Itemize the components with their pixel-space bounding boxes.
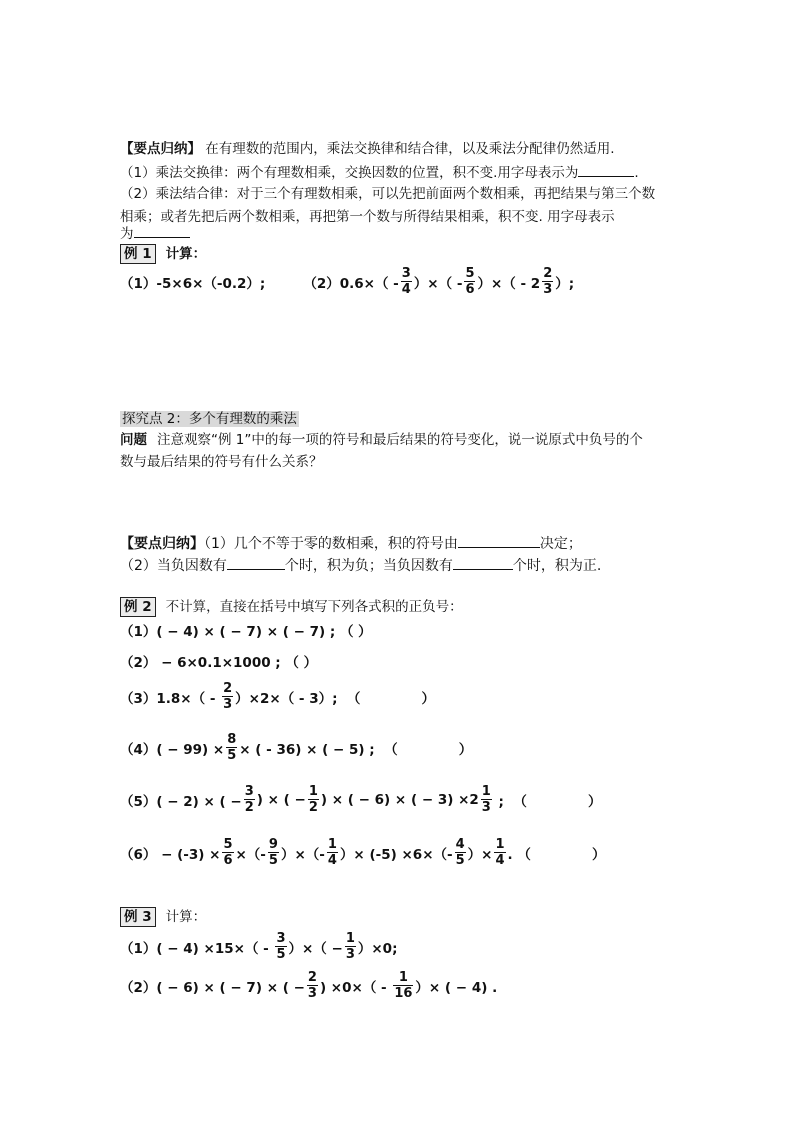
answer-blank[interactable]: [227, 555, 285, 570]
fraction: $\frac{1}{16}$: [394, 970, 413, 1001]
example2-item-text: ×（-: [235, 846, 266, 863]
summary1-assoc-1: （2）乘法结合律：对于三个有理数相乘，可以先把前面两个数相乘，再把结果与第三个数: [120, 186, 656, 202]
summary2-text: 个时，积为正.: [512, 558, 602, 574]
fraction: $\frac{3}{5}$: [276, 931, 286, 962]
example2-item-text: （1）( − 4) × ( − 7) × ( − 7) ; （ ）: [120, 624, 372, 640]
example3-item-text: ）×（ −: [288, 940, 343, 957]
explore2-question-line-2: [120, 452, 323, 472]
answer-blank[interactable]: [453, 555, 513, 570]
explore2-question-line-1: [120, 430, 643, 450]
fraction: $\frac{9}{5}$: [268, 837, 278, 868]
fraction: $\frac{1}{4}$: [327, 837, 337, 868]
example2-item-text: × ( - 36) × ( − 5) ; （ ）: [239, 741, 473, 758]
fraction: $\frac{3}{4}$: [401, 266, 411, 297]
answer-blank[interactable]: [134, 223, 190, 238]
explore2-question-label: 问题: [120, 432, 147, 448]
example2-item-1: [120, 622, 372, 642]
example3-item-2: [120, 970, 497, 1001]
example2-item-text: ; （ ）: [493, 793, 602, 810]
example2-item-text: ）×（-: [280, 846, 325, 863]
fraction: $\frac{2}{3}$: [307, 970, 317, 1001]
fraction: $\frac{8}{5}$: [227, 732, 237, 763]
example3-item-text: （1）( − 4) ×15×（ -: [120, 940, 274, 957]
example2-item-text: ）×: [467, 846, 493, 863]
summary2-text: 决定；: [539, 536, 582, 552]
example1-label: 例 1: [120, 244, 156, 264]
summary2-text: 个时，积为负；当负因数有: [284, 558, 453, 574]
summary2-text: （2）当负因数有: [120, 558, 227, 574]
example2-item-text: . （ ）: [507, 846, 606, 863]
summary1-intro: 在有理数的范围内，乘法交换律和结合律，以及乘法分配律仍然适用.: [205, 141, 615, 157]
example1-problem-2-part: ）;: [555, 275, 575, 292]
summary1-assoc-2: 相乘；或者先把后两个数相乘，再把第一个数与所得结果相乘，积不变. 用字母表示: [120, 209, 615, 225]
example2-item-4: [120, 732, 472, 763]
summary2-line-1: [120, 533, 582, 554]
explore2-title-line: [120, 409, 299, 429]
fraction: $\frac{4}{5}$: [455, 837, 465, 868]
answer-blank[interactable]: [578, 162, 634, 177]
example1-header: [120, 244, 206, 264]
example2-item-text: ）× (-5) ×6×（-: [339, 846, 453, 863]
summary1-assoc-line-1: [120, 184, 655, 204]
fraction: $\frac{1}{2}$: [308, 784, 318, 815]
example2-item-text: （5）( − 2) × ( −: [120, 793, 242, 810]
example2-item-text: （3）1.8×（ -: [120, 690, 221, 707]
example2-title: 不计算，直接在括号中填写下列各式积的正负号：: [165, 599, 463, 615]
fraction: $\frac{1}{3}$: [345, 931, 355, 962]
example3-title: 计算：: [165, 909, 207, 925]
example2-item-3: [120, 681, 435, 712]
example3-item-text: （2）( − 6) × ( − 7) × ( −: [120, 979, 305, 996]
example1-problem-1: （1）-5×6×（-0.2）;: [120, 275, 266, 292]
explore2-question-1: 注意观察“例 1”中的每一项的符号和最后结果的符号变化，说一说原式中负号的个: [157, 432, 643, 448]
example3-item-text: ）×0;: [357, 940, 398, 957]
example2-item-text: ) × ( −: [256, 791, 306, 808]
example1-title: 计算：: [165, 246, 207, 262]
example1-problem-2-part: ）×（ -: [413, 275, 463, 292]
fraction: $\frac{5}{6}$: [465, 266, 475, 297]
example2-item-2: [120, 653, 317, 673]
summary1-intro-line: [120, 139, 615, 159]
explore2-question-2: 数与最后结果的符号有什么关系？: [120, 454, 323, 470]
summary1-comm-end: .: [634, 165, 639, 181]
fraction: $\frac{3}{2}$: [244, 784, 254, 815]
example3-item-1: [120, 931, 397, 962]
explore2-title: 探究点 2：多个有理数的乘法: [122, 411, 297, 427]
fraction: $\frac{2}{3}$: [543, 266, 553, 297]
example2-item-text: ）×2×（ - 3）; （ ）: [235, 690, 435, 707]
example3-item-text: ）× ( − 4) .: [415, 979, 498, 996]
summary2-line-2: [120, 555, 601, 576]
summary1-assoc-line-3: [120, 223, 190, 244]
example2-item-text: （6） − (-3) ×: [120, 846, 221, 863]
example3-header: [120, 907, 206, 927]
example2-item-5: [120, 784, 601, 815]
example2-header: [120, 597, 463, 617]
example2-item-6: [120, 837, 605, 868]
example3-label: 例 3: [120, 907, 156, 927]
summary1-assoc-3: 为: [120, 226, 134, 242]
fraction: $\frac{2}{3}$: [223, 681, 233, 712]
summary1-comm-line: [120, 162, 639, 183]
summary2-text: （1）几个不等于零的数相乘，积的符号由: [204, 536, 458, 552]
fraction: $\frac{5}{6}$: [223, 837, 233, 868]
fraction: $\frac{1}{3}$: [481, 784, 491, 815]
fraction: $\frac{1}{4}$: [495, 837, 505, 868]
summary1-title: 【要点归纳】: [120, 141, 201, 157]
example2-item-text: （4）( − 99) ×: [120, 741, 225, 758]
summary1-assoc-line-2: [120, 207, 615, 227]
answer-blank[interactable]: [458, 533, 540, 548]
summary2-title: 【要点归纳】: [120, 536, 204, 552]
example1-problem-2-part: ）×（ - 2: [477, 275, 541, 292]
example2-label: 例 2: [120, 597, 156, 617]
summary1-comm: （1）乘法交换律：两个有理数相乘，交换因数的位置，积不变.用字母表示为: [120, 165, 579, 181]
example1-problems: [120, 266, 574, 297]
example2-item-text: （2） − 6×0.1×1000 ; （ ）: [120, 655, 318, 671]
example3-item-text: ) ×0×（ -: [319, 979, 392, 996]
example2-item-text: ) × ( − 6) × ( − 3) ×2: [320, 791, 479, 808]
example1-problem-2-part: （2）0.6×（ -: [303, 275, 399, 292]
